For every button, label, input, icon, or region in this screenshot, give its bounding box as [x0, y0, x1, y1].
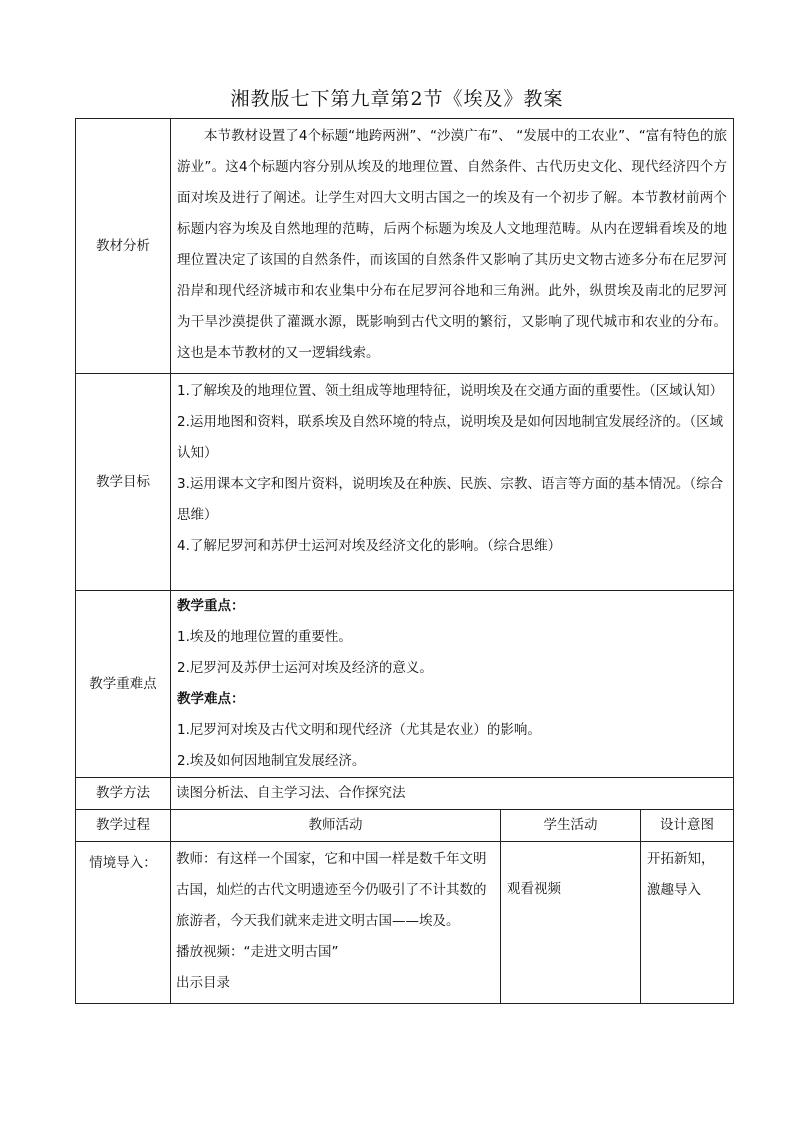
- row-goals: [76, 374, 734, 591]
- col-student-header: 学生活动: [501, 810, 641, 842]
- goals-label: 教学目标: [76, 374, 171, 591]
- analysis-text: 本节教材设置了4个标题“地跨两洲”、“沙漠广布”、 “发展中的工农业”、“富有特色的旅游业”。这4个标题内容分别从埃及的地理位置、自然条件、古代历史文化、现代经济四个方面对埃及进行了阐述。让学生对四大文明古国之一的埃及有一个初步了解。本节教材前两个标题内容为埃及自然地理的范畴，后两个标题为埃及人文地理范畴。从内在逻辑看埃及的地理位置决定了该国的自然条件，而该国的自然条件又影响了其历史文物古迹多分布在尼罗河沿岸和现代经济城市和农业集中分布在尼罗河谷地和三角洲。此外，纵贯埃及南北的尼罗河为干旱沙漠提供了灌溉水源，既影响到古代文明的繁衍，又影响了现代城市和农业的分布。这也是本节教材的又一逻辑线索。: [177, 128, 727, 361]
- col-intent-header: 设计意图: [641, 810, 734, 842]
- stage-intro: 情境导入：: [76, 842, 171, 1004]
- analysis-content: [171, 119, 734, 374]
- keypoints-label: 教学重难点: [76, 591, 171, 778]
- goal-item: 3.运用课本文字和图片资料，说明埃及在种族、民族、宗教、语言等方面的基本情况。（综合思维）: [177, 476, 724, 523]
- teacher-activity: [171, 842, 501, 1004]
- row-intro: [76, 842, 734, 1004]
- methods-text: 读图分析法、自主学习法、合作探究法: [171, 778, 734, 810]
- difficult-heading: 教学难点：: [177, 691, 245, 707]
- row-keypoints: [76, 591, 734, 778]
- teacher-line: 出示目录: [176, 975, 230, 991]
- key-item: 2.尼罗河及苏伊士运河对埃及经济的意义。: [177, 660, 433, 676]
- row-methods: [76, 778, 734, 810]
- keypoints-content: [171, 591, 734, 778]
- goal-item: 1.了解埃及的地理位置、领土组成等地理特征，说明埃及在交通方面的重要性。（区域认知）: [177, 383, 724, 399]
- difficult-item: 1.尼罗河对埃及古代文明和现代经济（尤其是农业）的影响。: [177, 722, 541, 738]
- methods-label: 教学方法: [76, 778, 171, 810]
- lesson-plan-table: [75, 118, 734, 1004]
- process-label: 教学过程: [76, 810, 171, 842]
- document-title: 湘教版七下第九章第2节《埃及》教案: [230, 88, 564, 110]
- row-analysis: [76, 119, 734, 374]
- difficult-item: 2.埃及如何因地制宜发展经济。: [177, 753, 366, 769]
- design-intent: 开拓新知，激趣导入: [641, 842, 734, 1004]
- analysis-label: 教材分析: [76, 119, 171, 374]
- key-item: 1.埃及的地理位置的重要性。: [177, 629, 352, 645]
- col-teacher-header: 教师活动: [171, 810, 501, 842]
- key-heading: 教学重点：: [177, 598, 245, 614]
- teacher-line: 教师：有这样一个国家，它和中国一样是数千年文明古国，灿烂的古代文明遗迹至今仍吸引了不计其数的旅游者，今天我们就来走进文明古国——埃及。: [176, 851, 487, 929]
- student-activity: 观看视频: [501, 842, 641, 1004]
- goal-item: 4.了解尼罗河和苏伊士运河对埃及经济文化的影响。（综合思维）: [177, 538, 562, 554]
- goals-content: [171, 374, 734, 591]
- teacher-line: 播放视频：“走进文明古国”: [176, 944, 339, 960]
- goal-item: 2.运用地图和资料，联系埃及自然环境的特点，说明埃及是如何因地制宜发展经济的。（区域认知）: [177, 414, 724, 461]
- row-process-header: [76, 810, 734, 842]
